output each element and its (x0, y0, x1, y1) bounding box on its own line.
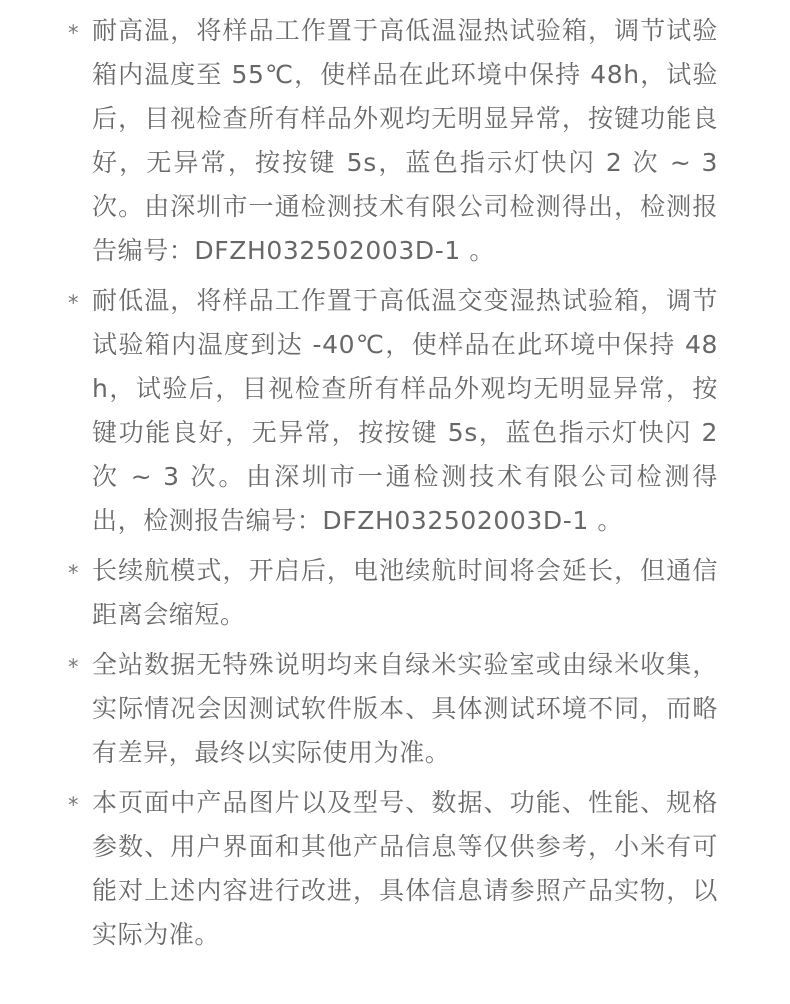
footnote-item (0, 279, 718, 543)
footnote-item (0, 0, 718, 7)
footnote-text: 耐高温，将样品工作置于高低温湿热试验箱，调节试验箱内温度至 55℃，使样品在此环境中保持 48h，试验后，目视检查所有样品外观均无明显异常，按键功能良好，无异常，按按键 5s，蓝色指示灯快闪 2 次 ~ 3 次。由深圳市一通检测技术有限公司检测得出，检测报告编号：DFZH032502003D-1 。 (92, 16, 718, 265)
asterisk-marker: * (68, 561, 80, 585)
footnote-item (0, 549, 718, 637)
footnote-text: 本页面中产品图片以及型号、数据、功能、性能、规格参数、用户界面和其他产品信息等仅供参考，小米有可能对上述内容进行改进，具体信息请参照产品实物，以实际为准。 (92, 788, 718, 949)
footnote-text: 耐低温，将样品工作置于高低温交变湿热试验箱，调节试验箱内温度到达 -40℃，使样品在此环境中保持 48h，试验后，目视检查所有样品外观均无明显异常，按键功能良好，无异常，按按键 5s，蓝色指示灯快闪 2 次 ~ 3 次。由深圳市一通检测技术有限公司检测得出，检测报告编号：DFZH032502003D-1 。 (92, 286, 718, 535)
asterisk-marker: * (68, 655, 80, 679)
footnote-text (92, 0, 718, 7)
asterisk-marker: * (68, 291, 80, 315)
asterisk-marker: * (68, 21, 80, 45)
footnote-item (0, 643, 718, 775)
footnote-item (0, 9, 718, 273)
footnote-text: 长续航模式，开启后，电池续航时间将会延长，但通信距离会缩短。 (92, 556, 718, 629)
footnote-text: 全站数据无特殊说明均来自绿米实验室或由绿米收集，实际情况会因测试软件版本、具体测试环境不同，而略有差异，最终以实际使用为准。 (92, 650, 718, 767)
asterisk-marker: * (68, 793, 80, 817)
footnote-item (0, 781, 718, 957)
